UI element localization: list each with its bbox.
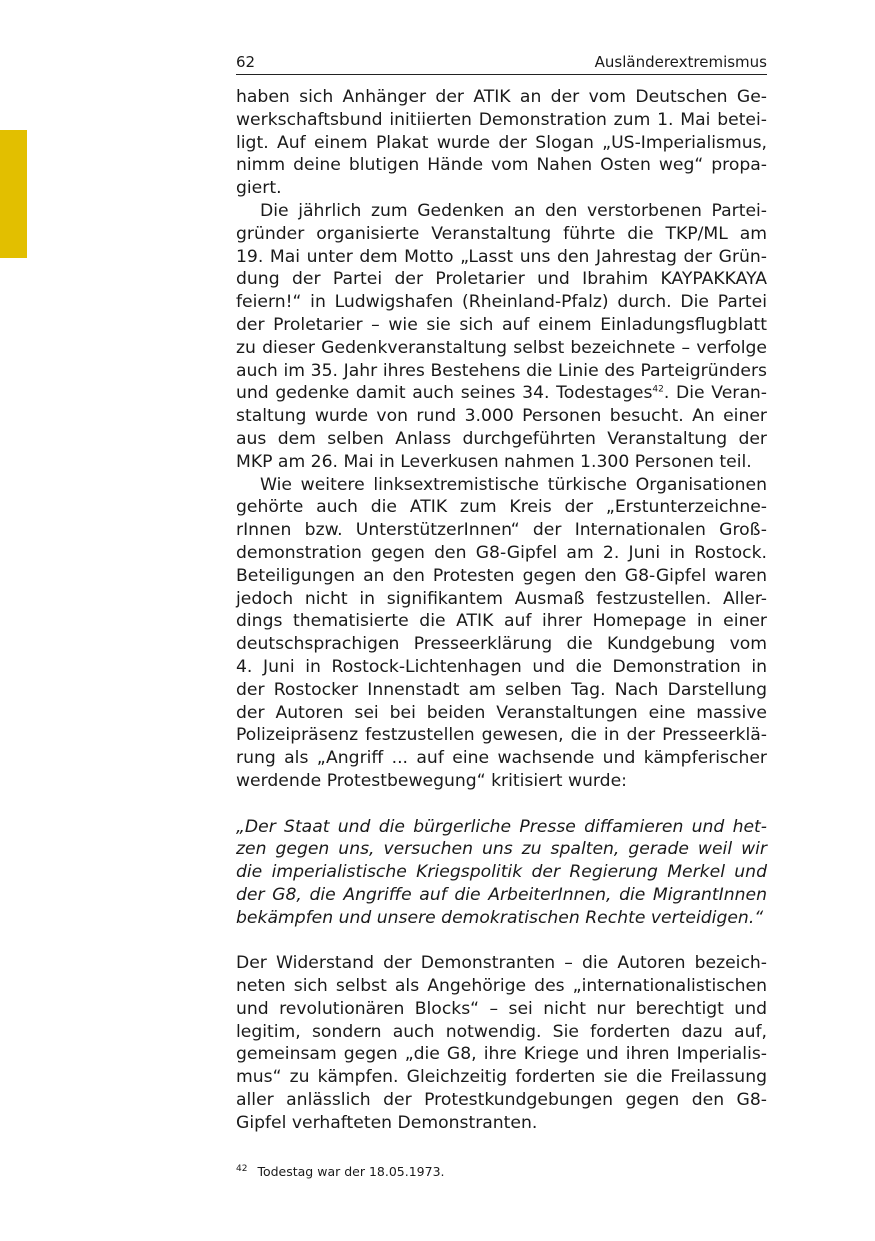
text-line: feiern!“ in Ludwigshafen (Rheinland-Pfalz) durch. Die Partei xyxy=(236,292,767,313)
text-line: aus dem selben Anlass durchgeführten Veranstaltung der xyxy=(236,428,767,449)
paragraph xyxy=(236,86,767,200)
page-header xyxy=(236,52,767,75)
text-line: haben sich Anhänger der ATIK an der vom Deutschen Ge- xyxy=(236,87,767,107)
text-line: 19. Mai unter dem Motto „Lasst uns den Jahrestag der Grün- xyxy=(236,246,767,267)
footnote-text: Todestag war der 18.05.1973. xyxy=(257,1164,445,1179)
text-line: neten sich selbst als Angehörige des „internationalistischen xyxy=(236,976,767,997)
quote-line: zen gegen uns, versuchen uns zu spalten, gerade weil wir xyxy=(236,839,767,860)
chapter-tab-marker xyxy=(0,130,27,258)
footnote-marker: 42 xyxy=(236,1163,248,1174)
text-line: MKP am 26. Mai in Leverkusen nahmen 1.300 Personen teil. xyxy=(236,451,752,472)
text-line: auch im 35. Jahr ihres Bestehens die Linie des Parteigründers xyxy=(236,360,767,381)
footnote-reference[interactable]: 42 xyxy=(652,384,664,395)
text-line: mus“ zu kämpfen. Gleichzeitig forderten sie die Freilassung xyxy=(236,1067,767,1088)
text-line: und revolutionären Blocks“ – sei nicht nur berechtigt und xyxy=(236,998,767,1019)
text-line: Die jährlich zum Gedenken an den verstorbenen Partei- xyxy=(260,200,767,221)
text-line: gründer organisierte Veranstaltung führte die TKP/ML am xyxy=(236,223,767,244)
paragraph xyxy=(236,200,767,474)
text-line: zu dieser Gedenkveranstaltung selbst bezeichnete – verfolge xyxy=(236,337,767,358)
text-line: rung als „Angriff ... auf eine wachsende und kämpferischer xyxy=(236,748,767,769)
text-line: aller anlässlich der Protestkundgebungen gegen den G8- xyxy=(236,1090,767,1111)
text-line: jedoch nicht in signifikantem Ausmaß festzustellen. Aller- xyxy=(236,588,767,609)
text-line: Polizeipräsenz festzustellen gewesen, die in der Presseerklä- xyxy=(236,725,767,746)
quote-line: bekämpfen und unsere demokratischen Rechte verteidigen.“ xyxy=(236,907,764,928)
text-line: dings thematisierte die ATIK auf ihrer Homepage in einer xyxy=(236,611,767,632)
text-line: werdende Protestbewegung“ kritisiert wurde: xyxy=(236,770,627,791)
body-text xyxy=(236,86,767,1135)
text-line: staltung wurde von rund 3.000 Personen besucht. An einer xyxy=(236,406,767,427)
quote-line: die imperialistische Kriegspolitik der Regierung Merkel und xyxy=(236,862,767,883)
text-line: rInnen bzw. UnterstützerInnen“ der Internationalen Groß- xyxy=(236,520,767,541)
text-line: Beteiligungen an den Protesten gegen den G8-Gipfel waren xyxy=(236,565,767,586)
text-line: Wie weitere linksextremistische türkische Organisationen xyxy=(260,474,767,495)
text-line: demonstration gegen den G8-Gipfel am 2. Juni in Rostock. xyxy=(236,542,767,563)
text-line: dung der Partei der Proletarier und Ibrahim KAYPAKKAYA xyxy=(236,269,767,290)
text-line: Gipfel verhafteten Demonstranten. xyxy=(236,1112,538,1133)
text-line: gemeinsam gegen „die G8, ihre Kriege und ihren Imperialis- xyxy=(236,1044,767,1065)
text-line: der Autoren sei bei beiden Veranstaltungen eine massive xyxy=(236,702,767,723)
text-line: legitim, sondern auch notwendig. Sie forderten dazu auf, xyxy=(236,1021,767,1042)
footnote xyxy=(236,1164,445,1180)
spacer xyxy=(236,793,767,816)
text-fragment: . Die Veran- xyxy=(663,383,767,404)
paragraph xyxy=(236,474,767,793)
chapter-title: Ausländerextremismus xyxy=(594,53,767,71)
text-line: nimm deine blutigen Hände vom Nahen Osten weg“ propa- xyxy=(236,155,767,176)
text-line: giert. xyxy=(236,178,282,199)
block-quote xyxy=(236,816,767,930)
spacer xyxy=(236,929,767,952)
quote-line: „Der Staat und die bürgerliche Presse diffamieren und het- xyxy=(236,816,767,837)
text-line: werkschaftsbund initiierten Demonstration zum 1. Mai betei- xyxy=(236,109,767,130)
text-line-with-footnote xyxy=(236,382,767,405)
paragraph xyxy=(236,952,767,1134)
text-line: 4. Juni in Rostock-Lichtenhagen und die Demonstration in xyxy=(236,656,767,677)
text-line: der Proletarier – wie sie sich auf einem Einladungsflugblatt xyxy=(236,314,767,335)
text-line: deutschsprachigen Presseerklärung die Kundgebung vom xyxy=(236,634,767,655)
page-number: 62 xyxy=(236,53,256,71)
text-fragment: und gedenke damit auch seines 34. Todestages xyxy=(236,383,653,404)
text-line: ligt. Auf einem Plakat wurde der Slogan „US-Imperialismus, xyxy=(236,132,767,153)
text-line: Der Widerstand der Demonstranten – die Autoren bezeich- xyxy=(236,953,767,974)
text-line: der Rostocker Innenstadt am selben Tag. Nach Darstellung xyxy=(236,679,767,700)
quote-line: der G8, die Angriffe auf die ArbeiterInnen, die MigrantInnen xyxy=(236,884,767,905)
text-line: gehörte auch die ATIK zum Kreis der „Erstunterzeichne- xyxy=(236,497,767,518)
